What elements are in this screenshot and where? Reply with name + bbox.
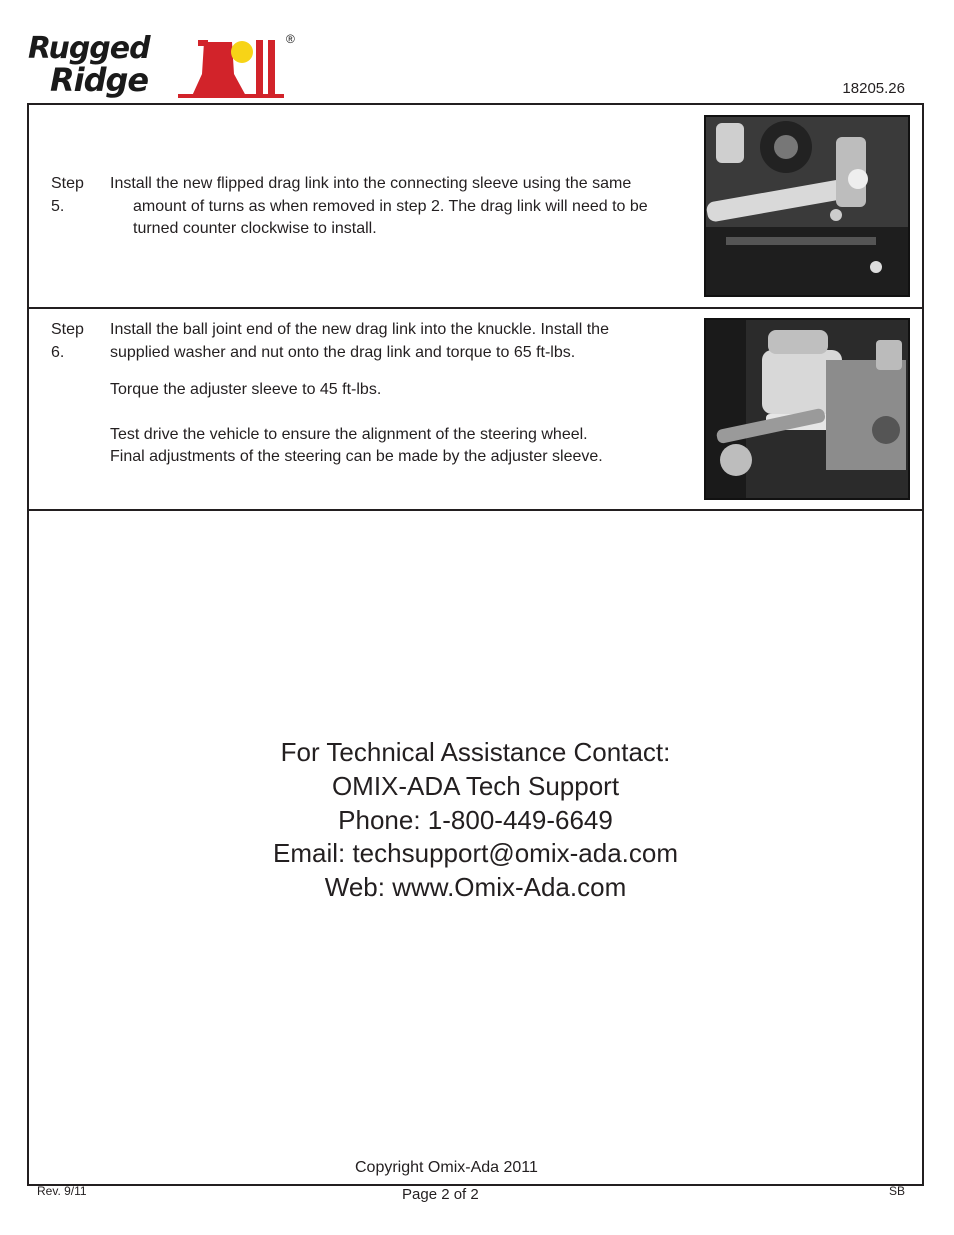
contact-heading: For Technical Assistance Contact: (280, 737, 671, 767)
step-5-line: amount of turns as when removed in step 2. The drag link will need to be (133, 197, 648, 215)
step-6-photo (704, 318, 910, 500)
step-6-line: Install the ball joint end of the new drag link into the knuckle. Install the (110, 321, 609, 338)
instruction-frame (27, 103, 924, 1186)
logo-word-ridge: Ridge (50, 61, 149, 99)
registered-mark: ® (286, 32, 295, 46)
contact-web[interactable]: Web: www.Omix-Ada.com (324, 872, 627, 903)
revision-label: Rev. 9/11 (37, 1184, 87, 1198)
logo-mark-icon (174, 34, 289, 100)
logo-word-rugged: Rugged (28, 31, 150, 66)
ball-joint-image (706, 320, 908, 498)
step-6-line: supplied washer and nut onto the drag link and torque to 65 ft-lbs. (110, 343, 576, 361)
contact-phone[interactable]: Phone: 1-800-449-6649 (338, 804, 613, 835)
section-divider (29, 307, 922, 309)
section-divider (29, 509, 922, 511)
step-5-line: Install the new flipped drag link into the connecting sleeve using the same (110, 175, 632, 192)
step-6-test-note: Final adjustments of the steering can be made by the adjuster sleeve. (110, 448, 603, 465)
step-6-torque-note: Torque the adjuster sleeve to 45 ft-lbs. (110, 380, 382, 398)
part-number: 18205.26 (842, 80, 905, 97)
author-initials: SB (888, 1184, 905, 1198)
step-5-label: Step 5. (51, 175, 84, 215)
engine-bay-image (706, 117, 908, 295)
step-5-line: turned counter clockwise to install. (133, 220, 377, 237)
step-6-test-note: Test drive the vehicle to ensure the alignment of the steering wheel. (110, 425, 588, 443)
contact-email[interactable]: Email: techsupport@omix-ada.com (273, 838, 678, 869)
contact-company: OMIX-ADA Tech Support (331, 770, 620, 801)
copyright: Copyright Omix-Ada 2011 (355, 1159, 538, 1176)
step-6-label: Step 6. (51, 321, 84, 361)
contact-block (29, 736, 922, 905)
page-number: Page 2 of 2 (402, 1186, 479, 1203)
step-5-photo (704, 115, 910, 297)
brand-logo (24, 30, 300, 104)
